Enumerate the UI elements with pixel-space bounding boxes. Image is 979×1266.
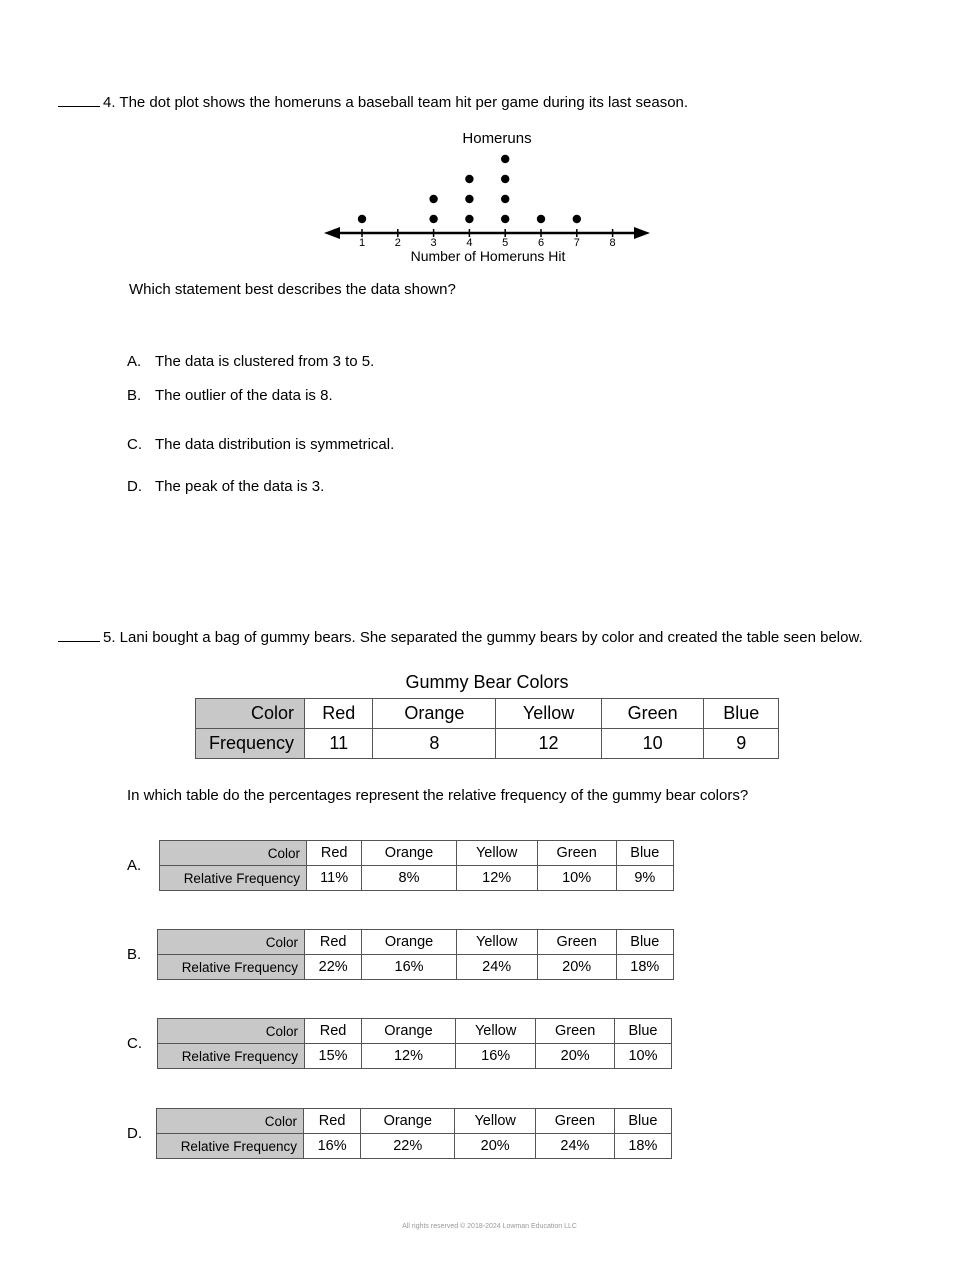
- row-header: Color: [157, 1109, 304, 1134]
- tick-label: 8: [609, 237, 616, 249]
- answer-blank[interactable]: [58, 94, 100, 107]
- question-5-prompt: In which table do the percentages represent the relative frequency of the gummy bear colors?: [127, 787, 749, 804]
- data-dot: [429, 215, 437, 223]
- tick-label: 4: [466, 237, 473, 249]
- row-header: Color: [158, 930, 305, 955]
- row-header: Color: [196, 699, 305, 729]
- table-cell: Yellow: [456, 930, 537, 955]
- table-cell: 11%: [307, 866, 362, 891]
- choice-a[interactable]: [127, 353, 374, 370]
- row-header: Frequency: [196, 729, 305, 759]
- table-cell: 16%: [455, 1044, 536, 1069]
- data-dot: [501, 195, 509, 203]
- table-cell: 12%: [456, 866, 537, 891]
- choice-letter: A.: [127, 353, 142, 370]
- table-cell: 18%: [616, 955, 673, 980]
- choice-b[interactable]: [127, 387, 333, 404]
- option-d-table: [156, 1108, 672, 1159]
- row-header: Color: [158, 1019, 305, 1044]
- table-cell: 8%: [362, 866, 456, 891]
- table-cell: 20%: [536, 1044, 615, 1069]
- chart-title: Homeruns: [462, 130, 532, 147]
- option-c-table: [157, 1018, 672, 1069]
- table-cell: Green: [537, 930, 616, 955]
- table-row: [160, 841, 674, 866]
- table-cell: 20%: [537, 955, 616, 980]
- row-header: Relative Frequency: [157, 1134, 304, 1159]
- data-dot: [573, 215, 581, 223]
- data-dot: [501, 215, 509, 223]
- table-cell: Green: [536, 1109, 615, 1134]
- table-cell: Orange: [362, 841, 456, 866]
- tick-label: 3: [430, 237, 437, 249]
- question-5-line: [58, 629, 863, 646]
- table-cell: 22%: [361, 1134, 455, 1159]
- row-header: Relative Frequency: [158, 1044, 305, 1069]
- table-cell: 16%: [304, 1134, 361, 1159]
- data-dot: [501, 175, 509, 183]
- data-dot: [537, 215, 545, 223]
- choice-text: The data distribution is symmetrical.: [155, 436, 395, 453]
- table-cell: Green: [536, 1019, 615, 1044]
- table-row: [158, 955, 674, 980]
- table-row: [157, 1109, 672, 1134]
- data-dot: [358, 215, 366, 223]
- option-b-table: [157, 929, 674, 980]
- table-cell: 18%: [614, 1134, 671, 1159]
- table-cell: 12%: [362, 1044, 456, 1069]
- table-row: [158, 1044, 672, 1069]
- table-cell: Blue: [614, 1019, 671, 1044]
- choice-d[interactable]: [127, 478, 324, 495]
- row-header: Color: [160, 841, 307, 866]
- table-cell: Orange: [373, 699, 496, 729]
- table-cell: 10%: [537, 866, 616, 891]
- table-cell: 10%: [614, 1044, 671, 1069]
- table-row: [160, 866, 674, 891]
- option-a-table: [159, 840, 674, 891]
- table-cell: 10: [601, 729, 704, 759]
- table-cell: Yellow: [455, 1019, 536, 1044]
- question-4-prompt: Which statement best describes the data shown?: [129, 281, 456, 298]
- option-b-letter[interactable]: B.: [127, 946, 142, 963]
- tick-label: 2: [394, 237, 401, 249]
- choice-letter: C.: [127, 436, 142, 453]
- copyright-footer: All rights reserved © 2018-2024 Lowman Education LLC: [402, 1223, 577, 1230]
- table-row: [157, 1134, 672, 1159]
- table-cell: Orange: [362, 930, 456, 955]
- table-cell: Yellow: [455, 1109, 536, 1134]
- option-c-letter[interactable]: C.: [127, 1035, 142, 1052]
- answer-blank[interactable]: [58, 629, 100, 642]
- choice-letter: D.: [127, 478, 142, 495]
- table-cell: Green: [601, 699, 704, 729]
- tick-label: 6: [537, 237, 545, 249]
- table-cell: Orange: [361, 1109, 455, 1134]
- table-row: [196, 729, 779, 759]
- data-dot: [465, 175, 473, 183]
- data-dot: [501, 155, 509, 163]
- homeruns-dot-plot: [320, 125, 660, 270]
- table-cell: 9: [704, 729, 779, 759]
- data-dot: [429, 195, 437, 203]
- table-cell: Blue: [614, 1109, 671, 1134]
- option-d-letter[interactable]: D.: [127, 1125, 142, 1142]
- table-row: [158, 1019, 672, 1044]
- choice-c[interactable]: [127, 436, 394, 453]
- question-5-text: 5. Lani bought a bag of gummy bears. She separated the gummy bears by color and created the table seen below.: [103, 629, 863, 646]
- table-cell: Yellow: [496, 699, 601, 729]
- table-cell: 24%: [456, 955, 537, 980]
- table-cell: Red: [305, 1019, 362, 1044]
- left-arrow: [324, 227, 340, 239]
- table-cell: Blue: [616, 930, 673, 955]
- table-cell: Blue: [616, 841, 673, 866]
- tick-label: 5: [502, 237, 509, 249]
- table-cell: Orange: [362, 1019, 456, 1044]
- table-cell: 9%: [616, 866, 673, 891]
- table-cell: 22%: [305, 955, 362, 980]
- table-title: Gummy Bear Colors: [405, 672, 569, 692]
- table-cell: Red: [305, 930, 362, 955]
- option-a-letter[interactable]: A.: [127, 857, 142, 874]
- tick-label: 7: [573, 237, 580, 249]
- choice-text: The data is clustered from 3 to 5.: [155, 353, 375, 370]
- table-row: [196, 699, 779, 729]
- table-cell: 11: [305, 729, 373, 759]
- data-dot: [465, 215, 473, 223]
- table-cell: 20%: [455, 1134, 536, 1159]
- table-row: [158, 930, 674, 955]
- data-dot: [465, 195, 473, 203]
- table-cell: Blue: [704, 699, 779, 729]
- table-cell: Red: [307, 841, 362, 866]
- table-cell: 16%: [362, 955, 456, 980]
- table-cell: Red: [305, 699, 373, 729]
- table-cell: Green: [537, 841, 616, 866]
- table-cell: Red: [304, 1109, 361, 1134]
- frequency-table: [195, 698, 779, 759]
- table-cell: 8: [373, 729, 496, 759]
- question-4-text: 4. The dot plot shows the homeruns a baseball team hit per game during its last season.: [103, 94, 689, 111]
- table-cell: 24%: [536, 1134, 615, 1159]
- x-axis-label: Number of Homeruns Hit: [410, 248, 566, 264]
- right-arrow: [634, 227, 650, 239]
- choice-text: The peak of the data is 3.: [155, 478, 325, 495]
- tick-label: 1: [358, 237, 366, 249]
- table-cell: 12: [496, 729, 601, 759]
- choice-text: The outlier of the data is 8.: [155, 387, 333, 404]
- row-header: Relative Frequency: [160, 866, 307, 891]
- table-cell: 15%: [305, 1044, 362, 1069]
- choice-letter: B.: [127, 387, 142, 404]
- row-header: Relative Frequency: [158, 955, 305, 980]
- table-cell: Yellow: [456, 841, 537, 866]
- question-4-line: [58, 94, 688, 111]
